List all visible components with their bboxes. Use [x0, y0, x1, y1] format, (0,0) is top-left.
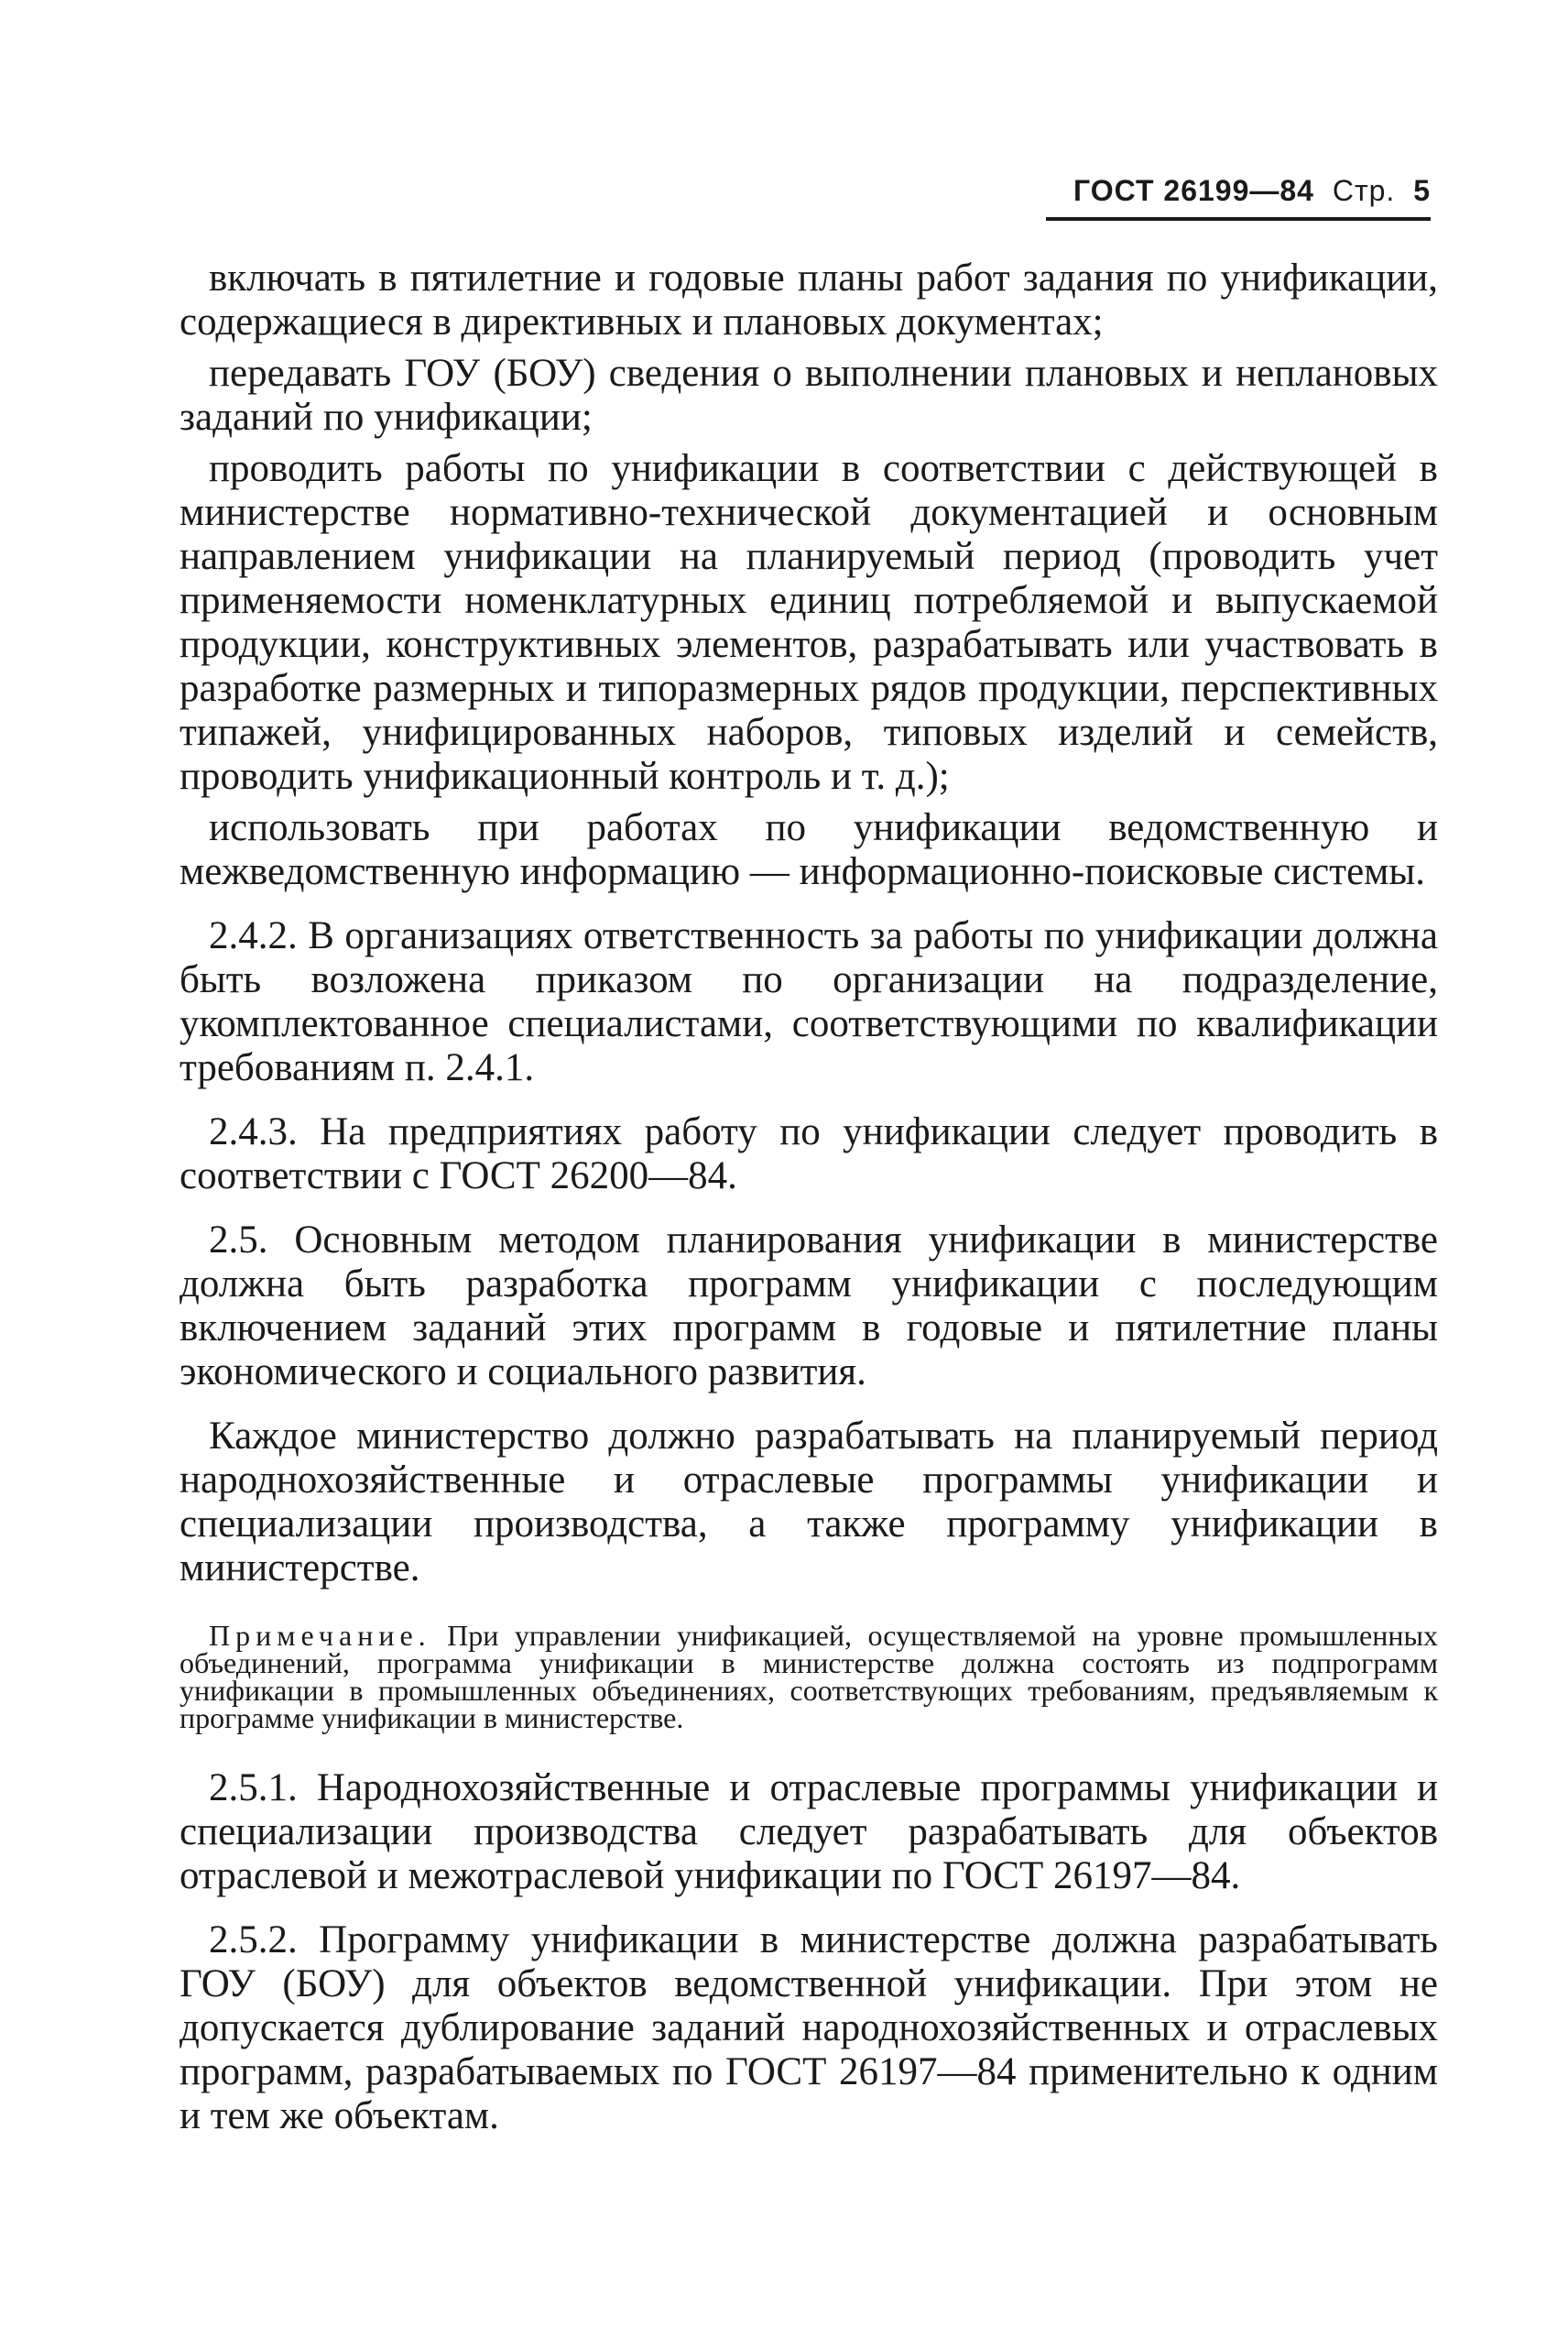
- paragraph: 2.4.3. На предприятиях работу по унификации следует проводить в соответствии с ГОСТ 26200—84.: [180, 1110, 1438, 1197]
- page-label: Стр.: [1332, 174, 1396, 207]
- document-body: [180, 257, 1438, 2146]
- paragraph: 2.5.1. Народнохозяйственные и отраслевые программы унификации и специализации производства следует разрабатывать для объектов отраслевой и межотраслевой унификации по ГОСТ 26197—84.: [180, 1766, 1438, 1897]
- paragraph: передавать ГОУ (БОУ) сведения о выполнении плановых и неплановых заданий по унификации;: [180, 352, 1438, 439]
- standard-number: ГОСТ 26199—84: [1073, 174, 1314, 207]
- paragraph: Каждое министерство должно разрабатывать на планируемый период народнохозяйственные и отраслевые программы унификации и специализации производства, а также программу унификации в министерстве.: [180, 1415, 1438, 1590]
- paragraph: 2.5.2. Программу унификации в министерстве должна разрабатывать ГОУ (БОУ) для объектов ведомственной унификации. При этом не допускается дублирование заданий народнохозяйственных и отраслевых программ, разрабатываемых по ГОСТ 26197—84 применительно к одним и тем же объектам.: [180, 1918, 1438, 2137]
- page-header: [1046, 174, 1431, 221]
- paragraph: 2.5. Основным методом планирования унификации в министерстве должна быть разработка программ унификации с последующим включением заданий этих программ в годовые и пятилетние планы экономического и социального развития.: [180, 1218, 1438, 1393]
- paragraph: использовать при работах по унификации ведомственную и межведомственную информацию — информационно-поисковые системы.: [180, 806, 1438, 893]
- paragraph: включать в пятилетние и годовые планы работ задания по унификации, содержащиеся в директивных и плановых документах;: [180, 257, 1438, 344]
- note-text: При управлении унификацией, осуществляемой на уровне промышленных объединений, программа унификации в министерстве должна состоять из подпрограмм унификации в промышленных объединениях, соответствующих требованиям, предъявляемым к программе унификации в министерстве.: [180, 1619, 1439, 1734]
- note-label: Примечание.: [209, 1619, 431, 1652]
- paragraph: 2.4.2. В организациях ответственность за работы по унификации должна быть возложена приказом по организации на подразделение, укомплектованное специалистами, соответствующими по квалификации требованиям п. 2.4.1.: [180, 914, 1438, 1089]
- page-number: 5: [1413, 174, 1431, 207]
- paragraph: проводить работы по унификации в соответствии с действующей в министерстве нормативно-технической документацией и основным направлением унификации на планируемый период (проводить учет применяемости номенклатурных единиц потребляемой и выпускаемой продукции, конструктивных элементов, разрабатывать или участвовать в разработке размерных и типоразмерных рядов продукции, перспективных типажей, унифицированных наборов, типовых изделий и семейств, проводить унификационный контроль и т. д.);: [180, 447, 1438, 798]
- note: [180, 1619, 1439, 1734]
